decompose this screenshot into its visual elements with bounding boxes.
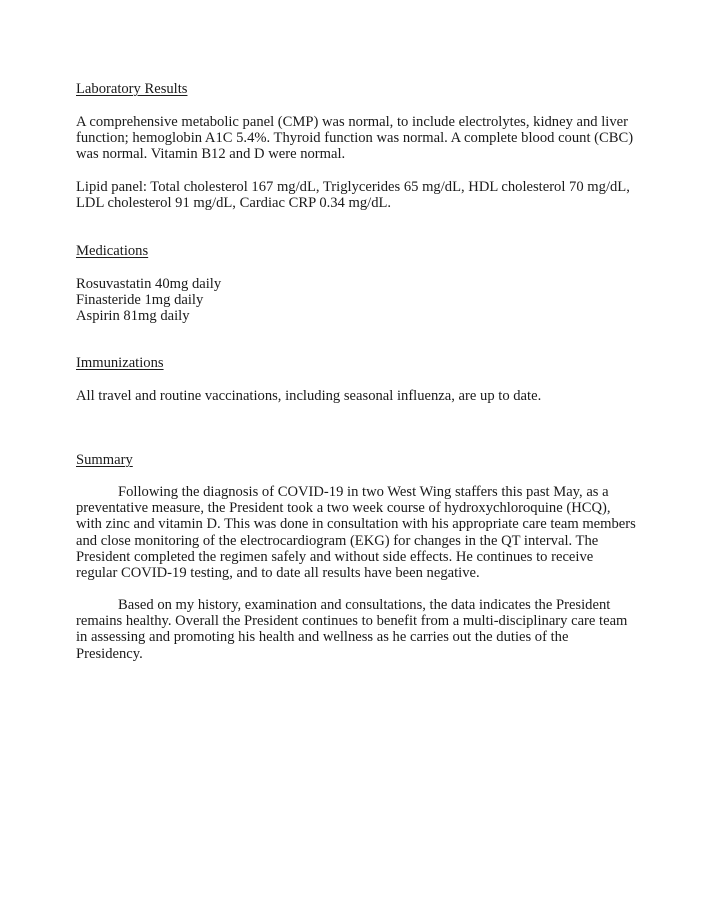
immunizations-heading: Immunizations bbox=[76, 355, 164, 371]
medication-item: Aspirin 81mg daily bbox=[76, 308, 190, 325]
lab-results-paragraph: A comprehensive metabolic panel (CMP) was normal, to include electrolytes, kidney and liver function; hemoglobin A1C 5.4%. Thyroid function was normal. A complete blood count (CBC) was normal. Vitamin B12 and D were normal. bbox=[76, 114, 634, 163]
summary-heading: Summary bbox=[76, 452, 133, 468]
medication-item: Finasteride 1mg daily bbox=[76, 292, 204, 309]
medications-list bbox=[76, 276, 221, 325]
medications-heading: Medications bbox=[76, 243, 149, 259]
summary-paragraph-1: Following the diagnosis of COVID-19 in two West Wing staffers this past May, as a preventative measure, the President took a two week course of hydroxychloroquine (HCQ), with zinc and vitamin D. This was done in consultation with his appropriate care team members and close monitoring of the electrocardiogram (EKG) for changes in the QT interval. The President completed the regimen safely and without side effects. He continues to receive regular COVID-19 testing, and to date all results have been negative. bbox=[76, 484, 636, 582]
lipid-panel-paragraph: Lipid panel: Total cholesterol 167 mg/dL, Triglycerides 65 mg/dL, HDL cholesterol 70 mg/dL, LDL cholesterol 91 mg/dL, Cardiac CRP 0.34 mg/dL. bbox=[76, 179, 630, 212]
medication-item: Rosuvastatin 40mg daily bbox=[76, 276, 222, 292]
immunizations-paragraph: All travel and routine vaccinations, including seasonal influenza, are up to date. bbox=[76, 388, 542, 404]
summary-paragraph-2: Based on my history, examination and consultations, the data indicates the President remains healthy. Overall the President continues to benefit from a multi-disciplinary care team in assessing and promoting his health and wellness as he carries out the duties of the Presidency. bbox=[76, 597, 628, 662]
lab-results-heading: Laboratory Results bbox=[76, 81, 188, 97]
